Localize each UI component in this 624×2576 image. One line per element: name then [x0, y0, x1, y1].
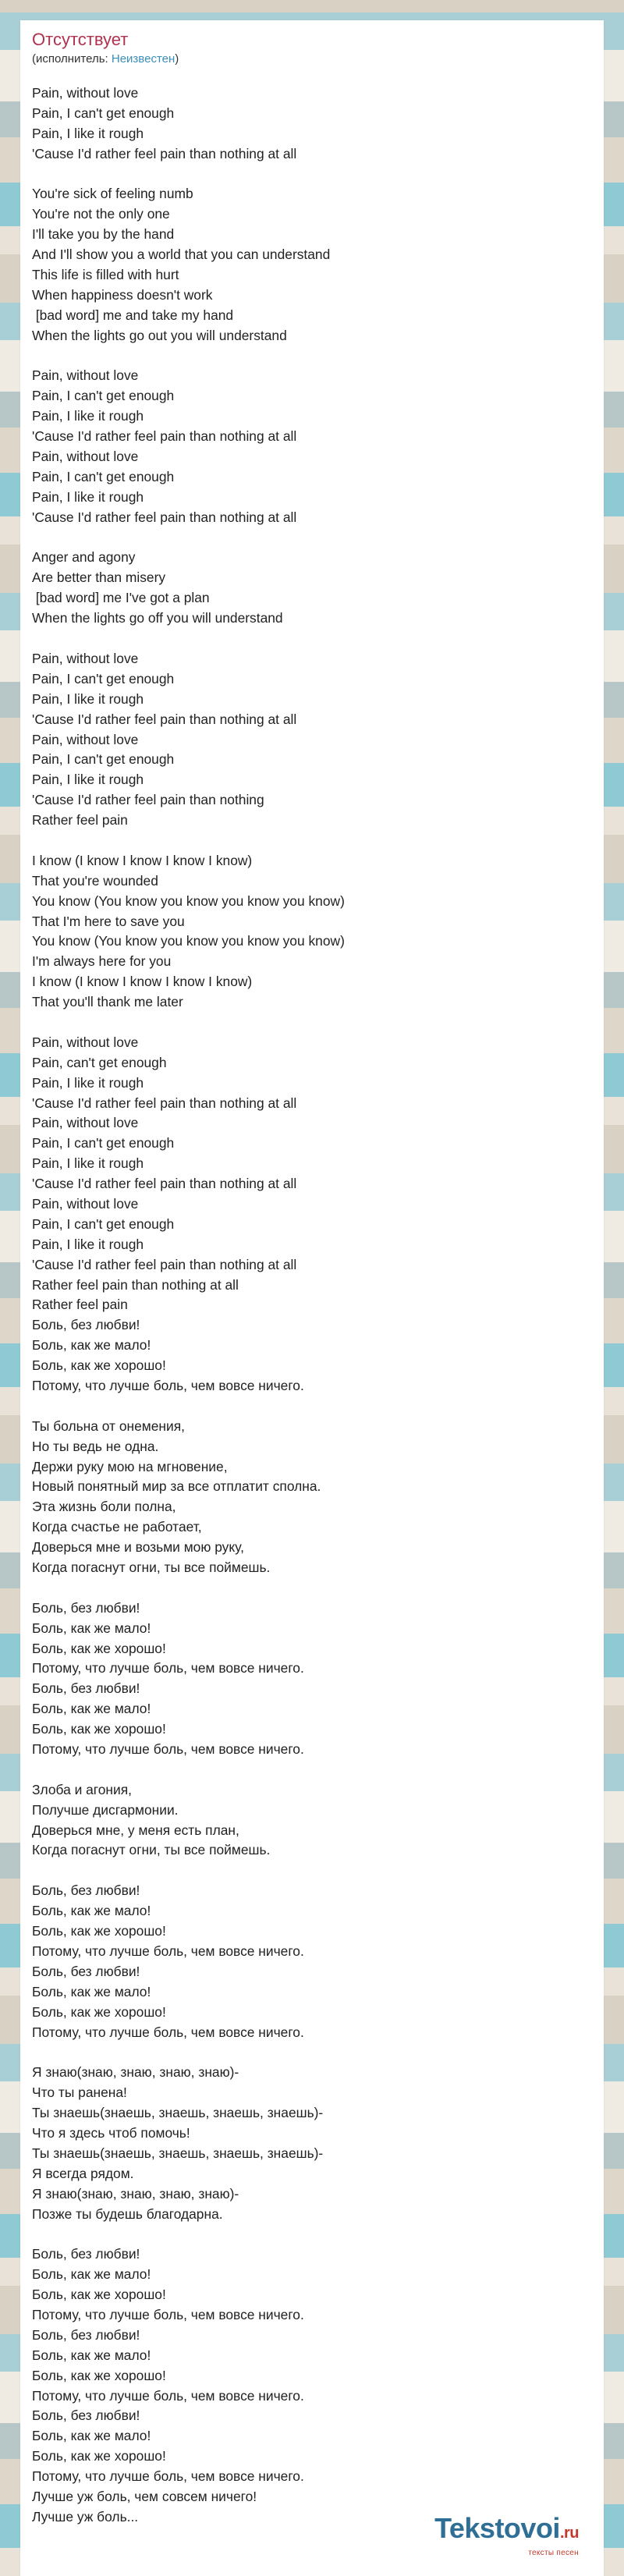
lyric-line: Потому, что лучше боль, чем вовсе ничего.	[32, 2387, 304, 2404]
lyrics-text	[32, 83, 578, 2528]
lyric-line: When the lights go off you will understand	[32, 610, 283, 626]
logo-tagline: тексты песен	[528, 2549, 579, 2557]
artist-link[interactable]: Неизвестен	[111, 52, 176, 66]
lyric-line: Что я здесь чтоб помочь!	[32, 2124, 190, 2141]
lyric-line: Pain, I like it rough	[32, 408, 144, 424]
stanza-break	[32, 346, 578, 367]
stanza-break	[32, 2224, 578, 2244]
lyric-line: Боль, как же мало!	[32, 1983, 151, 1999]
lyric-line: Pain, without love	[32, 650, 139, 666]
lyric-line: Rather feel pain	[32, 1297, 128, 1313]
lyric-line: Pain, can't get enough	[32, 1054, 167, 1070]
lyric-line: 'Cause I'd rather feel pain than nothing at all	[32, 1256, 297, 1272]
stanza-break	[32, 2042, 578, 2063]
lyric-line: Потому, что лучше боль, чем вовсе ничего.	[32, 1660, 304, 1677]
lyric-line: You're sick of feeling numb	[32, 186, 193, 202]
lyric-line: Pain, I like it rough	[32, 690, 144, 707]
lyric-line: Потому, что лучше боль, чем вовсе ничего.	[32, 1378, 304, 1393]
lyric-line: Боль, без любви!	[32, 2246, 140, 2262]
lyric-line: Pain, I like it rough	[32, 1074, 144, 1091]
lyric-line: When happiness doesn't work	[32, 286, 213, 303]
lyric-line: Лучше уж боль, чем совсем ничего!	[32, 2488, 257, 2504]
lyric-line: That I'm here to save you	[32, 913, 185, 929]
stanza-break	[32, 165, 578, 185]
stanza-break	[32, 1396, 578, 1417]
site-logo[interactable]	[434, 2514, 579, 2557]
lyric-line: 'Cause I'd rather feel pain than nothing at all	[32, 711, 297, 727]
lyric-line: 'Cause I'd rather feel pain than nothing at all	[32, 509, 297, 525]
lyric-line: Держи руку мою на мгновение,	[32, 1458, 228, 1474]
lyric-line: Боль, как же хорошо!	[32, 2003, 166, 2020]
lyric-line: Pain, I like it rough	[32, 772, 144, 788]
lyric-line: Боль, как же хорошо!	[32, 1640, 166, 1656]
lyric-line: That you'll thank me later	[32, 994, 183, 1010]
lyric-line: I know (I know I know I know I know)	[32, 974, 253, 990]
lyric-line: Pain, I can't get enough	[32, 388, 175, 404]
lyric-line: 'Cause I'd rather feel pain than nothing at all	[32, 1176, 297, 1192]
lyric-line: Pain, I can't get enough	[32, 105, 175, 121]
lyric-line: Rather feel pain	[32, 812, 128, 829]
lyric-line: Потому, что лучше боль, чем вовсе ничего.	[32, 2306, 304, 2322]
lyric-line: Боль, без любви!	[32, 2407, 140, 2424]
artist-line	[32, 52, 179, 66]
lyric-line: Боль, как же хорошо!	[32, 1357, 166, 1374]
stanza-break	[32, 1578, 578, 1598]
lyric-line: I'll take you by the hand	[32, 226, 175, 243]
lyric-line: Боль, без любви!	[32, 1317, 140, 1333]
lyric-line: I'm always here for you	[32, 953, 172, 970]
lyric-line: And I'll show you a world that you can understand	[32, 247, 331, 263]
stanza-break	[32, 528, 578, 548]
lyric-line: [bad word] me and take my hand	[32, 307, 234, 323]
lyric-line: Pain, I can't get enough	[32, 1135, 175, 1151]
lyric-line: Что ты ранена!	[32, 2085, 127, 2101]
lyric-line: Когда погаснут огни, ты все поймешь.	[32, 1842, 271, 1858]
lyric-line: Когда счастье не работает,	[32, 1519, 202, 1535]
lyric-line: When the lights go out you will understand	[32, 327, 287, 343]
lyric-line: Ты знаешь(знаешь, знаешь, знаешь, знаешь)-	[32, 2145, 324, 2161]
lyric-line: Получше дисгармонии.	[32, 1801, 179, 1818]
lyrics-panel	[20, 20, 604, 2576]
lyric-line: Я знаю(знаю, знаю, знаю, знаю)-	[32, 2064, 239, 2081]
logo-tld: .ru	[559, 2525, 579, 2542]
logo-wordmark	[434, 2514, 579, 2547]
song-title: Отсутствует	[32, 30, 129, 49]
lyric-line: You know (You know you know you know you know)	[32, 933, 345, 949]
lyric-line: Pain, without love	[32, 367, 139, 384]
lyric-line: You're not the only one	[32, 206, 170, 222]
lyric-line: Потому, что лучше боль, чем вовсе ничего.	[32, 1943, 304, 1959]
lyric-line: Доверься мне и возьми мою руку,	[32, 1539, 244, 1556]
lyric-line: 'Cause I'd rather feel pain than nothing	[32, 792, 264, 808]
lyric-line: Я знаю(знаю, знаю, знаю, знаю)-	[32, 2185, 239, 2202]
lyric-line: Я всегда рядом.	[32, 2165, 134, 2181]
lyric-line: Доверься мне, у меня есть план,	[32, 1822, 239, 1838]
lyric-line: Pain, I like it rough	[32, 488, 144, 505]
lyric-line: Anger and agony	[32, 549, 136, 566]
lyric-line: Боль, как же мало!	[32, 1903, 151, 1919]
lyric-line: Pain, I like it rough	[32, 125, 144, 141]
lyric-line: Pain, without love	[32, 85, 139, 101]
logo-name: Tekstovoi	[434, 2512, 560, 2544]
lyric-line: Боль, как же мало!	[32, 1701, 151, 1717]
lyric-line: Pain, I can't get enough	[32, 670, 175, 687]
lyric-line: 'Cause I'd rather feel pain than nothing at all	[32, 145, 297, 161]
lyric-line: Rather feel pain than nothing at all	[32, 1276, 239, 1293]
lyric-line: Pain, without love	[32, 731, 139, 747]
lyric-line: Потому, что лучше боль, чем вовсе ничего.	[32, 1741, 304, 1758]
lyric-line: Эта жизнь боли полна,	[32, 1499, 176, 1515]
lyric-line: Боль, без любви!	[32, 1599, 140, 1616]
lyric-line: Боль, как же мало!	[32, 2266, 151, 2283]
lyric-line: Боль, без любви!	[32, 1963, 140, 1979]
lyric-line: Pain, without love	[32, 1034, 139, 1050]
lyric-line: Лучше уж боль...	[32, 2508, 139, 2525]
artist-suffix: )	[175, 52, 179, 66]
lyric-line: You know (You know you know you know you know)	[32, 892, 345, 909]
lyric-line: Боль, как же хорошо!	[32, 2448, 166, 2464]
stanza-break	[32, 1861, 578, 1881]
lyric-line: Pain, without love	[32, 1195, 139, 1212]
lyric-line: [bad word] me I've got a plan	[32, 590, 210, 606]
lyric-line: Потому, что лучше боль, чем вовсе ничего.	[32, 2024, 304, 2040]
lyric-line: Pain, without love	[32, 1115, 139, 1131]
lyric-line: Боль, как же мало!	[32, 1620, 151, 1636]
lyric-line: Боль, как же мало!	[32, 2428, 151, 2444]
lyric-line: Боль, как же мало!	[32, 1337, 151, 1354]
lyric-line: Are better than misery	[32, 569, 166, 586]
lyric-line: 'Cause I'd rather feel pain than nothing at all	[32, 428, 297, 445]
lyric-line: Боль, как же хорошо!	[32, 1923, 166, 1939]
stanza-break	[32, 1013, 578, 1033]
lyric-line: Боль, как же хорошо!	[32, 2367, 166, 2383]
lyric-line: Когда погаснут огни, ты все поймешь.	[32, 1559, 271, 1576]
lyric-line: Потому, что лучше боль, чем вовсе ничего.	[32, 2468, 304, 2485]
lyric-line: Злоба и агония,	[32, 1781, 133, 1797]
lyric-line: Боль, как же мало!	[32, 2347, 151, 2363]
lyric-line: This life is filled with hurt	[32, 267, 179, 283]
lyric-line: Позже ты будешь благодарна.	[32, 2205, 223, 2222]
lyric-line: Ты знаешь(знаешь, знаешь, знаешь, знаешь)-	[32, 2105, 324, 2121]
lyric-line: Боль, как же хорошо!	[32, 2287, 166, 2303]
lyric-line: Боль, без любви!	[32, 1680, 140, 1697]
stanza-break	[32, 1760, 578, 1780]
lyric-line: Боль, без любви!	[32, 1882, 140, 1899]
lyric-line: That you're wounded	[32, 872, 158, 889]
lyric-line: Pain, without love	[32, 449, 139, 465]
lyric-line: Pain, I can't get enough	[32, 468, 175, 484]
lyric-line: Боль, без любви!	[32, 2326, 140, 2343]
lyric-line: I know (I know I know I know I know)	[32, 852, 253, 868]
lyric-line: Pain, I can't get enough	[32, 751, 175, 768]
lyric-line: 'Cause I'd rather feel pain than nothing at all	[32, 1095, 297, 1111]
stanza-break	[32, 629, 578, 649]
lyric-line: Новый понятный мир за все отплатит сполна.	[32, 1478, 321, 1495]
artist-prefix: (исполнитель:	[32, 52, 112, 66]
lyric-line: Pain, I like it rough	[32, 1236, 144, 1252]
lyric-line: Pain, I can't get enough	[32, 1215, 175, 1232]
stanza-break	[32, 831, 578, 851]
lyric-line: Боль, как же хорошо!	[32, 1721, 166, 1737]
lyric-line: Pain, I like it rough	[32, 1155, 144, 1172]
lyric-line: Но ты ведь не одна.	[32, 1438, 159, 1454]
lyric-line: Ты больна от онемения,	[32, 1418, 185, 1434]
